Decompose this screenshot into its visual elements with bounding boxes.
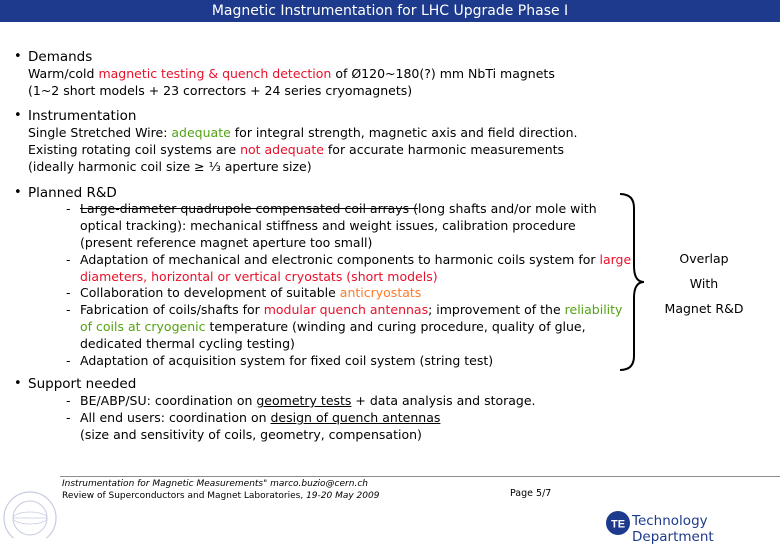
demands-line-2: (1~2 short models + 23 correctors + 24 series cryomagnets)	[28, 82, 413, 98]
section-instrumentation	[12, 108, 612, 175]
section-heading: Demands	[28, 49, 93, 65]
demands-line-1: Warm/cold magnetic testing & quench detection of Ø120~180(?) mm NbTi magnets	[28, 65, 555, 81]
list-item: - Large-diameter quadrupole compensated coil arrays (long shafts and/or mole with optical tracking): mechanical stiffness and weight issues, calibration procedure (present reference magnet aperture too small)	[66, 201, 597, 250]
list-item: - BE/ABP/SU: coordination on geometry tests + data analysis and storage.	[66, 393, 536, 409]
section-planned-rnd	[12, 184, 632, 370]
overlap-note	[654, 246, 754, 321]
list-item: - All end users: coordination on design of quench antennas (size and sensitivity of coils, geometry, compensation)	[66, 409, 441, 442]
bullet: •	[14, 376, 22, 392]
overlap-line: Overlap	[679, 251, 729, 266]
department-name: Technology Department	[632, 513, 714, 545]
instrumentation-line-1: Single Stretched Wire: adequate for integral strength, magnetic axis and field direction.	[28, 125, 578, 141]
bullet: •	[14, 184, 22, 200]
curly-brace-icon	[600, 190, 650, 375]
list-item: - Collaboration to development of suitable anticryostats	[66, 285, 422, 301]
section-heading: Support needed	[28, 376, 137, 393]
list-item: - Adaptation of mechanical and electronic components to harmonic coils system for large diameters, horizontal or vertical cryostats (short models)	[66, 251, 632, 284]
overlap-line: With	[689, 276, 719, 291]
instrumentation-line-2: Existing rotating coil systems are not adequate for accurate harmonic measurements	[28, 141, 565, 157]
list-item: - Adaptation of acquisition system for fixed coil system (string test)	[66, 352, 494, 368]
cern-seal-icon	[0, 478, 58, 538]
te-logo-icon	[605, 510, 631, 536]
footer-divider	[60, 476, 780, 477]
footer-author: Instrumentation for Magnetic Measurements" marco.buzio@cern.ch	[62, 479, 368, 489]
slide-title: Magnetic Instrumentation for LHC Upgrade Phase I	[211, 3, 569, 19]
section-heading: Planned R&D	[28, 184, 117, 201]
svg-text:TE: TE	[610, 518, 626, 531]
section-heading: Instrumentation	[28, 108, 137, 125]
list-item: - Fabrication of coils/shafts for modular quench antennas; improvement of the reliability of coils at cryogenic temperature (winding and curing procedure, quality of glue, dedicated thermal cycling testing)	[66, 302, 623, 351]
bullet: •	[14, 49, 22, 64]
bullet: •	[14, 108, 22, 124]
slide-body	[12, 49, 632, 444]
footer-event: Review of Superconductors and Magnet Laboratories, 19-20 May 2009	[62, 491, 380, 501]
section-support-needed	[12, 376, 612, 443]
page-number: Page 5/7	[510, 488, 552, 499]
section-demands	[12, 49, 612, 99]
overlap-line: Magnet R&D	[664, 301, 744, 316]
instrumentation-line-3: (ideally harmonic coil size ≥ ⅓ aperture size)	[28, 158, 312, 174]
